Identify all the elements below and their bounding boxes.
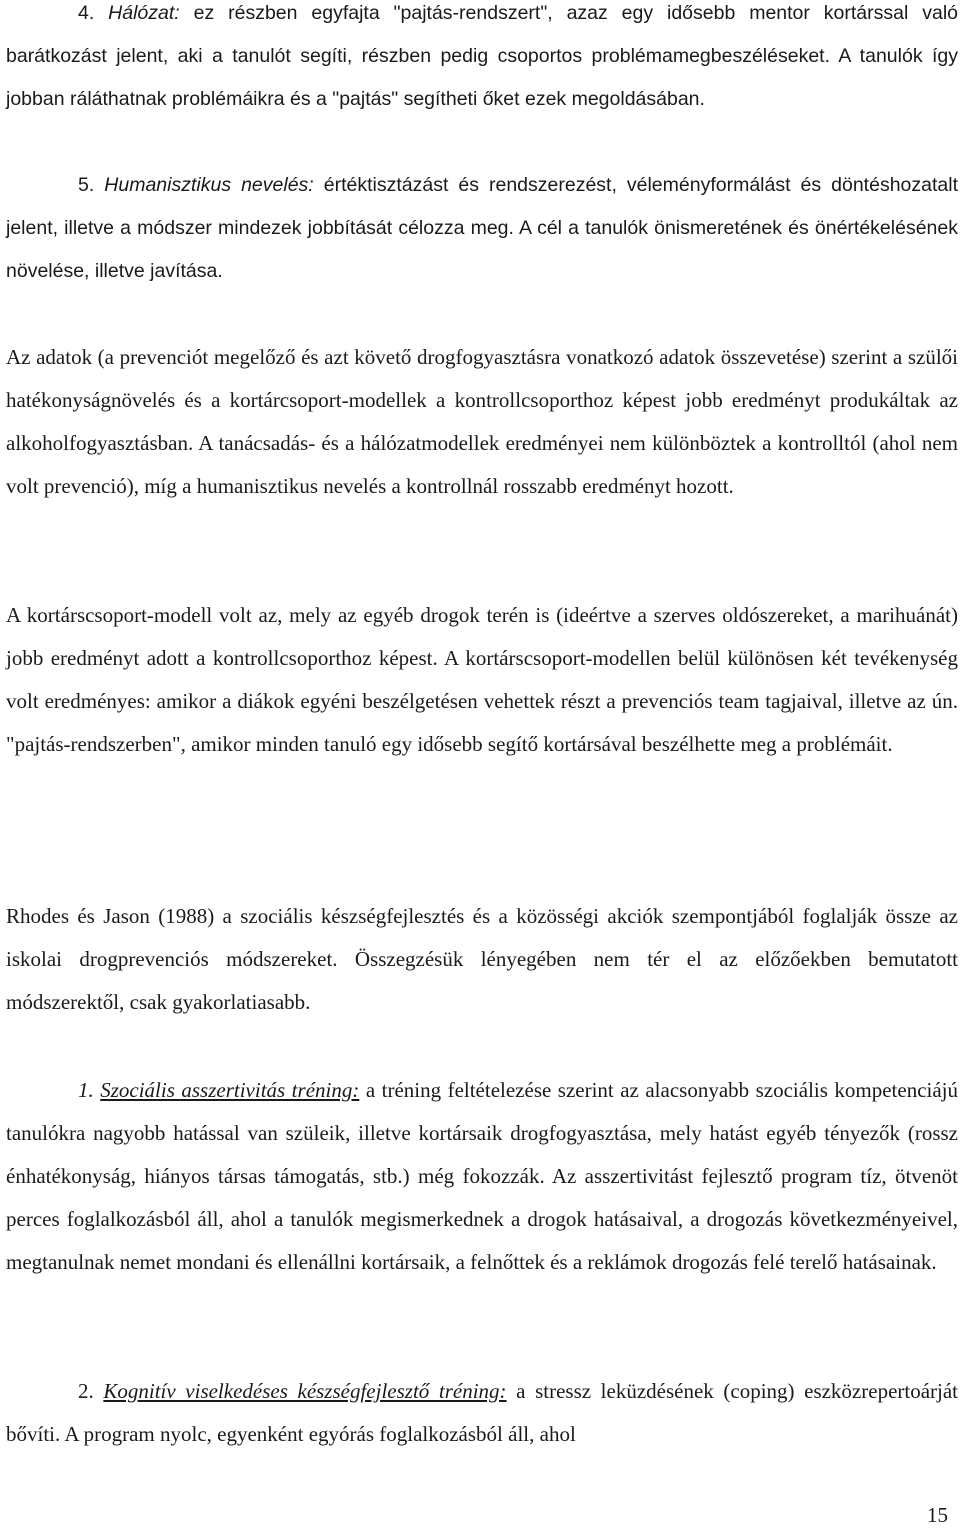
list-item-text: értéktisztázást és rendszerezést, véleményformálást és döntéshozatalt jelent, illetve a módszer mindezek jobbítását célozza meg. A cél a tanulók önismeretének és önértékelésének növelése, illetve javítása.	[6, 174, 958, 282]
list-item-text: a stressz leküzdésének (coping) eszközrepertoárját bővíti. A program nyolc, egyenként egyórás foglalkozásból áll, ahol	[6, 1379, 959, 1446]
list-item-text: a tréning feltételezése szerint az alacsonyabb szociális kompetenciájú tanulókra nagyobb hatással van szüleik, illetve kortársaik drogfogyasztása, mely hatást egyéb tényezők (rossz énhatékonyság, hiányos társas támogatás, stb.) még fokozzák. Az asszertivitást fejlesztő program tíz, ötvenöt perces foglalkozásból áll, ahol a tanulók megismerkednek a drogok hatásaival, a drogozás következményeivel, megtanulnak nemet mondani és ellenállni kortársaik, a felnőttek és a reklámok drogozás felé terelő hatásainak.	[6, 1078, 959, 1274]
list-item-title: Kognitív viselkedéses készségfejlesztő tréning:	[103, 1379, 507, 1403]
list-item-szocialis	[6, 1069, 958, 1284]
list-item-kognitiv	[6, 1370, 958, 1456]
list-item-number: 1.	[78, 1078, 94, 1102]
page-number: 15	[927, 1503, 948, 1527]
list-item-number: 4.	[78, 2, 95, 24]
list-item-title: Szociális asszertivitás tréning:	[100, 1078, 360, 1102]
paragraph-kortarscsoport: A kortárscsoport-modell volt az, mely az egyéb drogok terén is (ideértve a szerves oldószereket, a marihuánát) jobb eredményt adott a kontrollcsoporthoz képest. A kortárscsoport-modellen belül különösen két tevékenység volt eredményes: amikor a diákok egyéni beszélgetésen vehettek részt a prevenciós team tagjaival, illetve az ún. "pajtás-rendszerben", amikor minden tanuló egy idősebb segítő kortársával beszélhette meg a problémáit.	[6, 603, 958, 756]
list-item-halozat	[6, 0, 958, 121]
paragraph-adatok: Az adatok (a prevenciót megelőző és azt követő drogfogyasztásra vonatkozó adatok összevetése) szerint a szülői hatékonyságnövelés és a kortárcsoport-modellek a kontrollcsoporthoz képest jobb eredményt produkáltak az alkoholfogyasztásban. A tanácsadás- és a hálózatmodellek eredményei nem különböztek a kontrolltól (ahol nem volt prevenció), míg a humanisztikus nevelés a kontrollnál rosszabb eredményt hozott.	[6, 345, 958, 498]
list-item-number: 5.	[78, 174, 95, 196]
paragraph-rhodes-jason: Rhodes és Jason (1988) a szociális készségfejlesztés és a közösségi akciók szempontjából foglalják össze az iskolai drogprevenciós módszereket. Összegzésük lényegében nem tér el az előzőekben bemutatott módszerektől, csak gyakorlatiasabb.	[6, 904, 958, 1014]
list-item-title: Hálózat:	[108, 2, 180, 24]
list-item-number: 2.	[78, 1379, 94, 1403]
list-item-title: Humanisztikus nevelés:	[104, 174, 314, 196]
list-item-humanisztikus	[6, 164, 958, 293]
list-item-text: ez részben egyfajta "pajtás-rendszert", azaz egy idősebb mentor kortárssal való barátkozást jelent, aki a tanulót segíti, részben pedig csoportos problémamegbeszéléseket. A tanulók így jobban ráláthatnak problémáikra és a "pajtás" segítheti őket ezek megoldásában.	[6, 2, 958, 110]
